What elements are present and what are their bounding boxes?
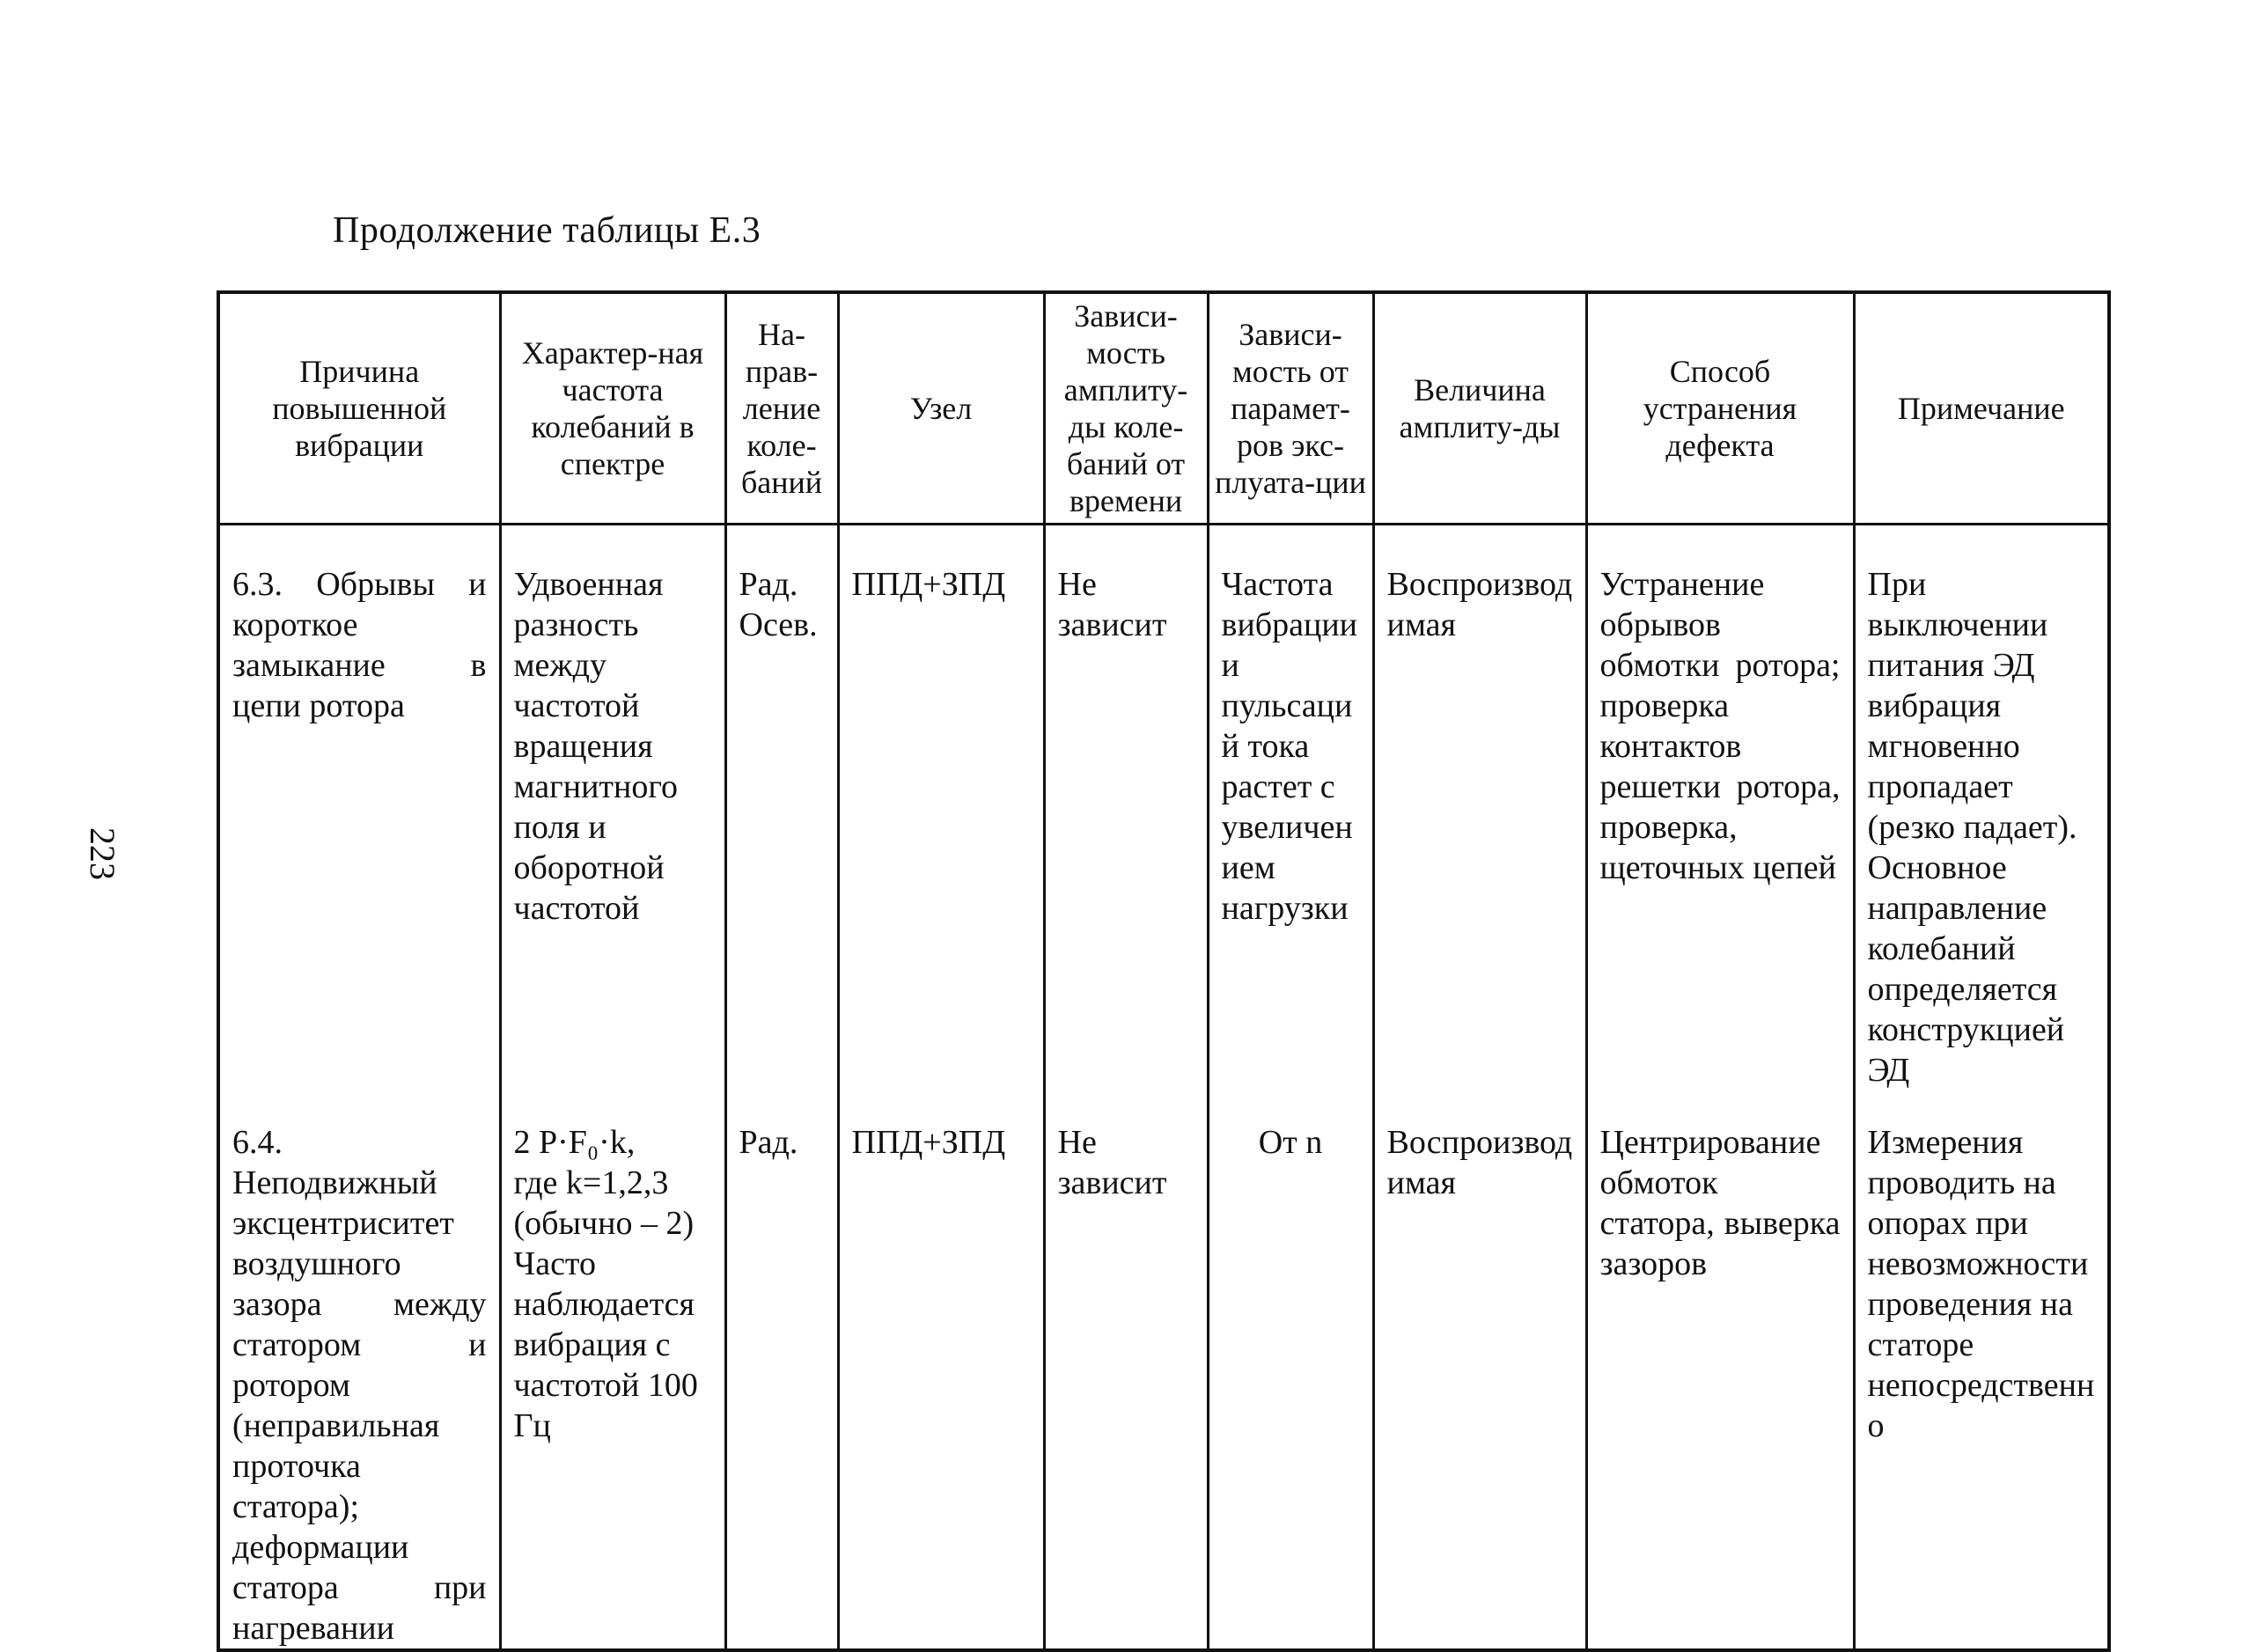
header-direction: На-прав-ление коле-баний xyxy=(725,292,838,525)
cell-frequency: Удвоенная разность между частотой вращения магнитного поля и оборотной частотой xyxy=(500,525,725,1091)
cell-node: ППД+ЗПД xyxy=(838,525,1044,1091)
vibration-causes-table xyxy=(217,290,2111,1652)
cell-cause: 6.3. Обрывы и короткое замыкание в цепи ротора xyxy=(218,525,500,1091)
frequency-formula: 2 P·F₀·k, xyxy=(513,1124,636,1161)
cell-direction: Рад. xyxy=(725,1090,838,1650)
frequency-description: где k=1,2,3 (обычно – 2) Часто наблюдается вибрация с частотой 100 Гц xyxy=(513,1164,698,1444)
header-cause: Причина повышенной вибрации xyxy=(218,292,500,525)
table-row xyxy=(218,1090,2109,1650)
header-time-dependence: Зависи-мость амплиту-ды коле-баний от времени xyxy=(1044,292,1208,525)
header-note: Примечание xyxy=(1854,292,2109,525)
page-number: 223 xyxy=(83,827,122,880)
header-frequency: Характер-ная частота колебаний в спектре xyxy=(500,292,725,525)
cell-amplitude: Воспроизводимая xyxy=(1373,1090,1586,1650)
header-amplitude: Величина амплиту-ды xyxy=(1373,292,1586,525)
cell-note: При выключении питания ЭД вибрация мгновенно пропадает (резко падает). Основное направление колебаний определяется конструкцией ЭД xyxy=(1854,525,2109,1091)
cell-operation-dependence: Частота вибрации и пульсаций тока растет с увеличением нагрузки xyxy=(1208,525,1373,1091)
cell-cause: 6.4. Неподвижный эксцентриситет воздушного зазора между статором и ротором (неправильная проточка статора); деформации статора при нагревании xyxy=(218,1090,500,1650)
cell-time-dependence: Не зависит xyxy=(1044,1090,1208,1650)
header-operation-dependence: Зависи-мость от парамет-ров экс-плуата-ции xyxy=(1208,292,1373,525)
cell-amplitude: Воспроизводимая xyxy=(1373,525,1586,1091)
cell-node: ППД+ЗПД xyxy=(838,1090,1044,1650)
cell-direction: Рад. Осев. xyxy=(725,525,838,1091)
cell-remedy: Устранение обрывов обмотки ротора; проверка контактов решетки ротора, проверка, щеточных цепей xyxy=(1586,525,1854,1091)
cell-remedy: Центрирование обмоток статора, выверка зазоров xyxy=(1586,1090,1854,1650)
cell-note: Измерения проводить на опорах при невозможности проведения на статоре непосредственно xyxy=(1854,1090,2109,1650)
table-row xyxy=(218,525,2109,1091)
cell-operation-dependence: От n xyxy=(1208,1090,1373,1650)
table-header-row xyxy=(218,292,2109,525)
cell-time-dependence: Не зависит xyxy=(1044,525,1208,1091)
cell-frequency xyxy=(500,1090,725,1650)
table-caption: Продолжение таблицы Е.3 xyxy=(333,210,761,251)
header-node: Узел xyxy=(838,292,1044,525)
header-remedy: Способ устранения дефекта xyxy=(1586,292,1854,525)
